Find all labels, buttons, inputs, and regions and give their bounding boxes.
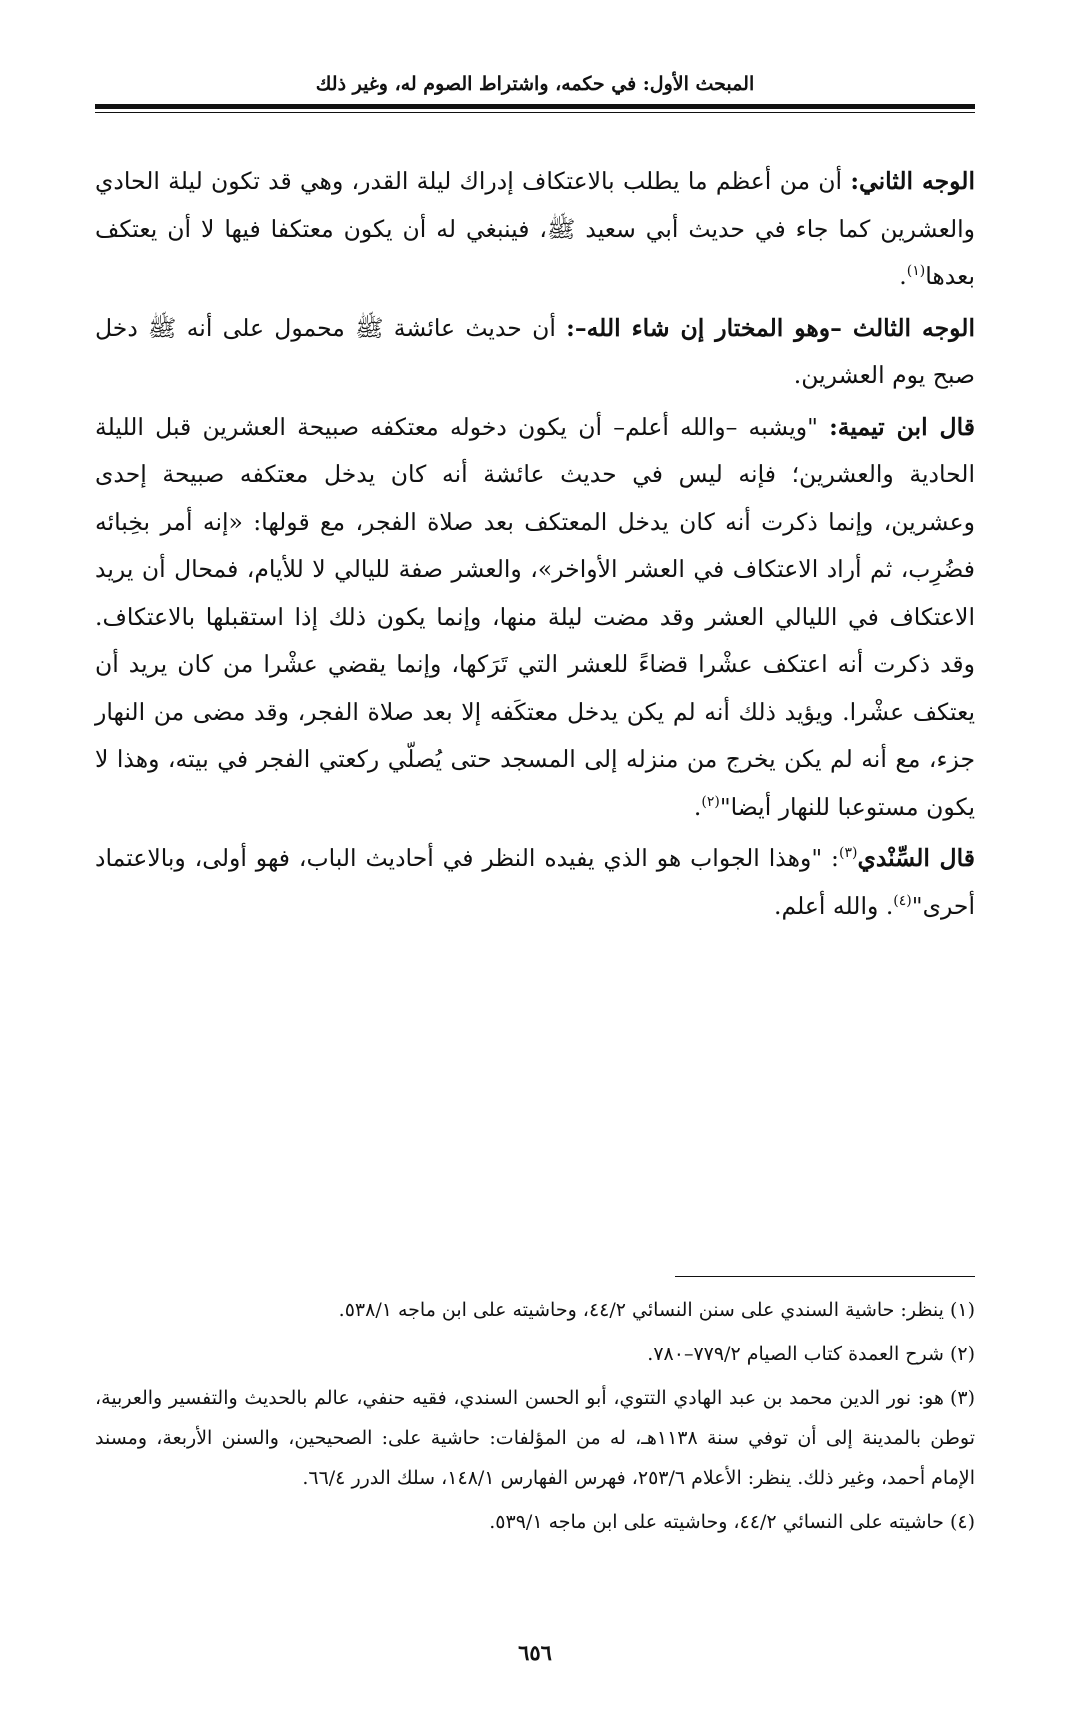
footnote-number: (٢) xyxy=(949,1343,975,1365)
paragraph-tail: . والله أعلم. xyxy=(774,891,894,920)
footnote-ref[interactable]: (١) xyxy=(906,263,926,280)
paragraph-tail: . xyxy=(693,792,702,821)
footnote-text: شرح العمدة كتاب الصيام ٧٧٩/٢–٧٨٠. xyxy=(647,1343,944,1365)
footnote-ref[interactable]: (٢) xyxy=(701,793,720,810)
footnote-item xyxy=(95,1378,975,1498)
paragraph-text: : "وهذا الجواب هو الذي يفيده النظر في أحاديث الباب، فهو أولى، وبالاعتماد أحرى" xyxy=(95,844,975,920)
paragraph-lead: الوجه الثالث –وهو المختار إن شاء الله–: xyxy=(566,313,975,342)
paragraph-lead: الوجه الثاني: xyxy=(850,167,975,195)
paragraph-ibn-taymiyyah xyxy=(95,404,975,832)
main-text xyxy=(95,158,975,934)
footnote-item xyxy=(95,1290,975,1330)
paragraph-tail: . xyxy=(899,262,907,290)
paragraph-text: أن من أعظم ما يطلب بالاعتكاف إدراك ليلة القدر، وهي قد تكون ليلة الحادي والعشرين كما جاء في حديث أبي سعيد ﷺ، فينبغي له أن يكون معتكفا فيها لا أن يعتكف بعدها xyxy=(95,167,975,290)
paragraph-text: أن حديث عائشة ﷺ محمول على أنه ﷺ دخل صبح يوم العشرين. xyxy=(95,313,975,389)
footnote-text: حاشيته على النسائي ٤٤/٢، وحاشيته على ابن ماجه ٥٣٩/١. xyxy=(489,1511,944,1533)
paragraph-text: "ويشبه –والله أعلم– أن يكون دخوله معتكفه صبيحة العشرين قبل الليلة الحادية والعشرين؛ فإنه ليس في حديث عائشة أنه كان يدخل معتكفه صبيحة إحدى وعشرين، وإنما ذكرت أنه كان يدخل المعتكف بعد صلاة الفجر، مع قولها: «إنه أمر بخِبائه فضُرِب، ثم أراد الاعتكاف في العشر الأواخر»، والعشر صفة لليالي لا للأيام، فمحال أن يريد الاعتكاف في الليالي العشر وقد مضت ليلة منها، وإنما يكون ذلك إذا استقبلها بالاعتكاف. وقد ذكرت أنه اعتكف عشْرا قضاءً للعشر التي تَرَكها، وإنما يقضي عشْرا من كان يريد أن يعتكف عشْرا. ويؤيد ذلك أنه لم يكن يدخل معتكَفه إلا بعد صلاة الفجر، وقد مضى من النهار جزء، مع أنه لم يكن يخرج من منزله إلى المسجد حتى يُصلّي ركعتي الفجر في بيته، وهذا لا يكون مستوعبا للنهار أيضا" xyxy=(95,412,975,821)
header-rule-thin xyxy=(95,112,975,113)
footnote-text: هو: نور الدين محمد بن عبد الهادي التتوي، أبو الحسن السندي، فقيه حنفي، عالم بالحديث والتفسير والعربية، توطن بالمدينة إلى أن توفي سنة ١١٣٨هـ، له من المؤلفات: حاشية على: الصحيحين، والسنن الأربعة، ومسند الإمام أحمد، وغير ذلك. ينظر: الأعلام ٢٥٣/٦، فهرس الفهارس ١٤٨/١، سلك الدرر ٦٦/٤. xyxy=(95,1387,975,1489)
paragraph-lead: قال السِّنْدي xyxy=(857,844,975,872)
footnote-number: (٤) xyxy=(949,1511,975,1533)
footnote-ref[interactable]: (٤) xyxy=(893,892,912,909)
paragraph-sindi xyxy=(95,835,975,930)
paragraph-third-aspect xyxy=(95,305,975,400)
footnote-number: (١) xyxy=(949,1299,975,1321)
book-page xyxy=(95,0,975,1726)
footnote-rule xyxy=(675,1276,975,1277)
paragraph-lead: قال ابن تيمية: xyxy=(829,412,976,441)
running-header: المبحث الأول: في حكمه، واشتراط الصوم له، وغير ذلك xyxy=(315,73,755,95)
footnote-item xyxy=(95,1502,975,1542)
header-rule xyxy=(95,104,975,109)
footnotes xyxy=(95,1290,975,1546)
paragraph-second-aspect xyxy=(95,158,975,301)
footnote-ref[interactable]: (٣) xyxy=(838,845,858,862)
page-number: ٦٥٦ xyxy=(518,1640,552,1665)
footnote-number: (٣) xyxy=(949,1387,975,1409)
footnote-item xyxy=(95,1334,975,1374)
footnote-text: ينظر: حاشية السندي على سنن النسائي ٤٤/٢، وحاشيته على ابن ماجه ٥٣٨/١. xyxy=(338,1299,944,1321)
